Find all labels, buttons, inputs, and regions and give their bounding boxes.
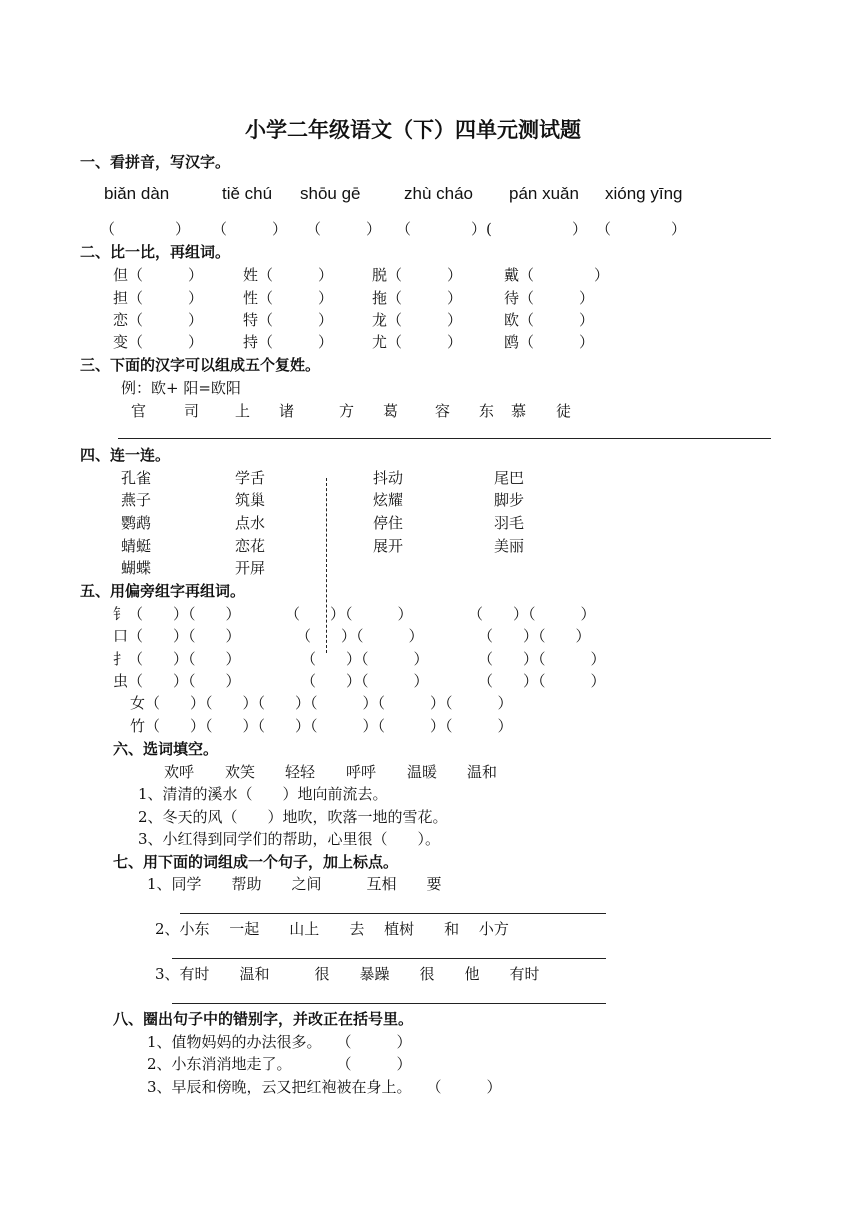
match-item[interactable]: 美丽 bbox=[494, 537, 525, 555]
match-item[interactable]: 羽毛 bbox=[494, 514, 525, 532]
radical-row[interactable]: 扌（ ）（ ） bbox=[113, 650, 241, 668]
match-item[interactable]: 炫耀 bbox=[373, 491, 404, 509]
answer-blank[interactable]: （ ） bbox=[596, 220, 687, 238]
match-item[interactable]: 燕子 bbox=[121, 491, 152, 509]
match-item[interactable]: 脚步 bbox=[494, 491, 525, 509]
pinyin-item: biǎn dàn bbox=[104, 184, 170, 203]
pinyin-item: shōu gē bbox=[300, 184, 361, 203]
answer-line[interactable] bbox=[172, 1003, 606, 1004]
answer-blank[interactable]: （ ） bbox=[212, 220, 288, 238]
match-item[interactable]: 抖动 bbox=[373, 469, 404, 487]
compare-item[interactable]: 恋（ ） bbox=[113, 311, 204, 329]
pinyin-item: pán xuǎn bbox=[509, 184, 579, 203]
compare-item[interactable]: 特（ ） bbox=[243, 311, 334, 329]
radical-row[interactable]: 口（ ）（ ） bbox=[113, 627, 241, 645]
fill-question[interactable]: 3、小红得到同学们的帮助，心里很（ ）。 bbox=[138, 830, 441, 848]
surname-char: 东 bbox=[479, 402, 495, 420]
radical-row[interactable]: 竹（ ）（ ）（ ）（ ）（ ）（ ） bbox=[130, 717, 513, 735]
sentence-words: 3、有时 温和 很 暴躁 很 他 有时 bbox=[155, 965, 540, 983]
match-item[interactable]: 鹦鹉 bbox=[121, 514, 152, 532]
compare-item[interactable]: 持（ ） bbox=[243, 333, 334, 351]
match-item[interactable]: 蝴蝶 bbox=[121, 559, 152, 577]
radical-row[interactable]: （ ）（ ） bbox=[296, 627, 424, 645]
radical-row[interactable]: 虫（ ）（ ） bbox=[113, 672, 241, 690]
radical-row[interactable]: （ ）（ ） bbox=[478, 672, 606, 690]
section-7-heading: 七、用下面的词组成一个句子，加上标点。 bbox=[113, 853, 399, 871]
match-item[interactable]: 学舌 bbox=[235, 469, 266, 487]
answer-blank[interactable]: ） bbox=[512, 220, 588, 238]
sentence-words: 2、小东 一起 山上 去 植树 和 小方 bbox=[155, 920, 509, 938]
match-item[interactable]: 开屏 bbox=[235, 559, 266, 577]
pinyin-item: tiě chú bbox=[222, 184, 273, 203]
surname-char: 司 bbox=[184, 402, 200, 420]
radical-row[interactable]: 钅（ ）（ ） bbox=[113, 605, 241, 623]
compare-item[interactable]: 脱（ ） bbox=[372, 266, 463, 284]
compare-item[interactable]: 龙（ ） bbox=[372, 311, 463, 329]
surname-char: 徒 bbox=[556, 402, 572, 420]
section-8-heading: 八、圈出句子中的错别字，并改正在括号里。 bbox=[113, 1010, 414, 1028]
surname-char: 慕 bbox=[511, 402, 527, 420]
answer-blank[interactable]: （ ） bbox=[306, 220, 382, 238]
compare-item[interactable]: 待（ ） bbox=[504, 289, 595, 307]
match-item[interactable]: 恋花 bbox=[235, 537, 266, 555]
match-item[interactable]: 点水 bbox=[235, 514, 266, 532]
radical-row[interactable]: （ ）（ ） bbox=[285, 605, 413, 623]
pinyin-item: zhù cháo bbox=[404, 184, 473, 203]
section-5-heading: 五、用偏旁组字再组词。 bbox=[80, 582, 246, 600]
section-1-heading: 一、看拼音，写汉字。 bbox=[80, 153, 231, 171]
surname-char: 官 bbox=[131, 402, 147, 420]
answer-line[interactable] bbox=[180, 913, 606, 914]
compare-item[interactable]: 欧（ ） bbox=[504, 311, 595, 329]
word-choice: 温和 bbox=[467, 763, 498, 781]
match-item[interactable]: 展开 bbox=[373, 537, 404, 555]
surname-char: 上 bbox=[235, 402, 251, 420]
compare-item[interactable]: 姓（ ） bbox=[243, 266, 334, 284]
radical-row[interactable]: （ ）（ ） bbox=[301, 650, 429, 668]
fill-question[interactable]: 2、冬天的风（ ）地吹，吹落一地的雪花。 bbox=[138, 808, 448, 826]
radical-row[interactable]: （ ）（ ） bbox=[478, 650, 606, 668]
correction-question[interactable]: 2、小东消消地走了。 （ ） bbox=[147, 1055, 412, 1073]
sentence-words: 1、同学 帮助 之间 互相 要 bbox=[147, 875, 442, 893]
pinyin-item: xióng yīng bbox=[605, 184, 683, 203]
compare-item[interactable]: 性（ ） bbox=[243, 289, 334, 307]
compare-item[interactable]: 但（ ） bbox=[113, 266, 204, 284]
section-6-heading: 六、选词填空。 bbox=[113, 740, 219, 758]
compare-item[interactable]: 鸥（ ） bbox=[504, 333, 595, 351]
match-item[interactable]: 蜻蜓 bbox=[121, 537, 152, 555]
match-item[interactable]: 筑巢 bbox=[235, 491, 266, 509]
correction-question[interactable]: 1、值物妈妈的办法很多。 （ ） bbox=[147, 1033, 412, 1051]
example-text: 例：欧+ 阳=欧阳 bbox=[121, 379, 241, 397]
radical-row[interactable]: （ ）（ ） bbox=[301, 672, 429, 690]
compare-item[interactable]: 变（ ） bbox=[113, 333, 204, 351]
answer-blank[interactable]: （ ） bbox=[100, 220, 191, 238]
word-choice: 轻轻 bbox=[285, 763, 316, 781]
compare-item[interactable]: 尤（ ） bbox=[372, 333, 463, 351]
word-choice: 欢笑 bbox=[225, 763, 256, 781]
surname-char: 诸 bbox=[279, 402, 295, 420]
surname-char: 葛 bbox=[383, 402, 399, 420]
word-choice: 呼呼 bbox=[346, 763, 377, 781]
radical-row[interactable]: 女（ ）（ ）（ ）（ ）（ ）（ ） bbox=[130, 694, 513, 712]
compare-item[interactable]: 担（ ） bbox=[113, 289, 204, 307]
radical-row[interactable]: （ ）（ ） bbox=[468, 605, 596, 623]
answer-line[interactable] bbox=[118, 438, 771, 439]
section-4-heading: 四、连一连。 bbox=[80, 446, 171, 464]
match-item[interactable]: 停住 bbox=[373, 514, 404, 532]
match-item[interactable]: 尾巴 bbox=[494, 469, 525, 487]
compare-item[interactable]: 戴（ ） bbox=[504, 266, 610, 284]
word-choice: 欢呼 bbox=[164, 763, 195, 781]
fill-question[interactable]: 1、清清的溪水（ ）地向前流去。 bbox=[138, 785, 388, 803]
surname-char: 容 bbox=[435, 402, 451, 420]
section-2-heading: 二、比一比，再组词。 bbox=[80, 243, 231, 261]
word-choice: 温暖 bbox=[407, 763, 438, 781]
answer-line[interactable] bbox=[172, 958, 606, 959]
page-title: 小学二年级语文（下）四单元测试题 bbox=[245, 118, 581, 142]
surname-char: 方 bbox=[339, 402, 355, 420]
answer-blank[interactable]: （ ）( bbox=[396, 220, 492, 238]
radical-row[interactable]: （ ）（ ） bbox=[478, 627, 591, 645]
section-3-heading: 三、下面的汉字可以组成五个复姓。 bbox=[80, 356, 321, 374]
match-item[interactable]: 孔雀 bbox=[121, 469, 152, 487]
compare-item[interactable]: 拖（ ） bbox=[372, 289, 463, 307]
correction-question[interactable]: 3、早辰和傍晚，云又把红袍被在身上。 （ ） bbox=[147, 1078, 502, 1096]
